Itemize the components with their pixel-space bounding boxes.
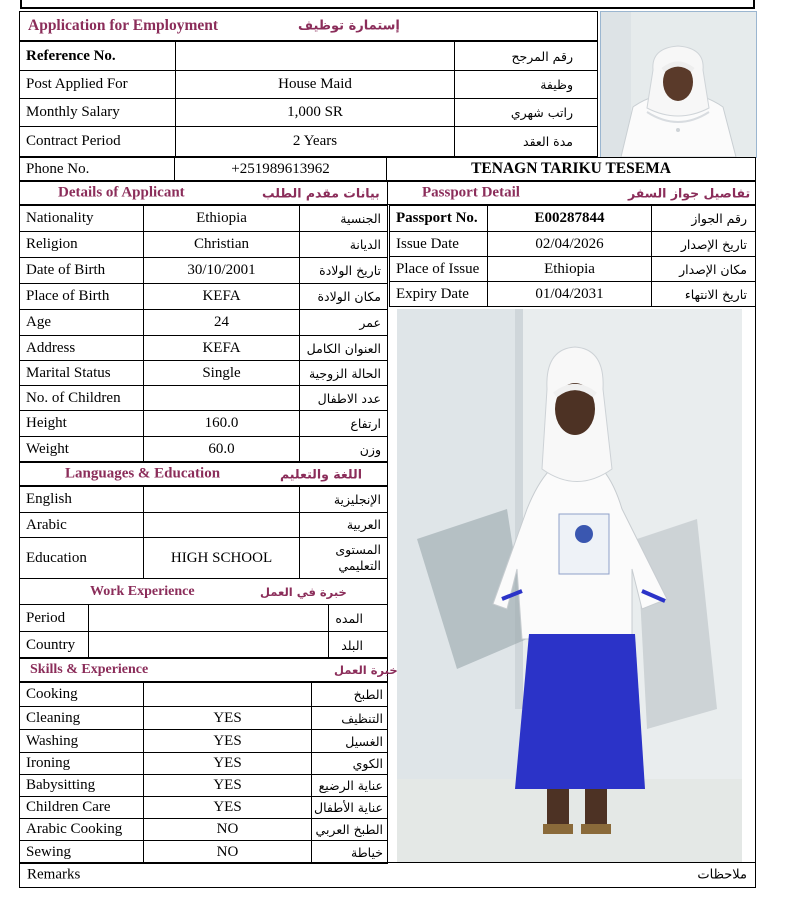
- applicant-section-header: [19, 181, 388, 205]
- top-row-label-en: Post Applied For: [19, 70, 176, 99]
- applicant-row-label-en: Date of Birth: [19, 257, 144, 284]
- applicant-row-label-en: Religion: [19, 231, 144, 258]
- work-row-label-ar: البلد: [328, 631, 388, 659]
- applicant-row-value: 30/10/2001: [143, 257, 300, 284]
- work-section-header: [19, 578, 388, 605]
- skills-row-value: YES: [143, 774, 312, 797]
- top-row-value: 1,000 SR: [175, 98, 455, 127]
- passport-row-label-en: Place of Issue: [389, 256, 488, 282]
- phone-value: +251989613962: [174, 157, 387, 181]
- skills-row-value: YES: [143, 752, 312, 775]
- passport-row-value: 02/04/2026: [487, 231, 652, 257]
- skills-row-label-ar: الطبخ: [311, 682, 388, 707]
- applicant-row-label-en: Weight: [19, 436, 144, 463]
- language-row-value: HIGH SCHOOL: [143, 537, 300, 579]
- skills-row-value: NO: [143, 818, 312, 841]
- skills-row-label-en: Ironing: [19, 752, 144, 775]
- language-row-label-en: Education: [19, 537, 144, 579]
- skills-row-value: [143, 682, 312, 707]
- skills-row-label-en: Arabic Cooking: [19, 818, 144, 841]
- skills-row-label-ar: التنظيف: [311, 706, 388, 730]
- top-row-value: [175, 41, 455, 71]
- passport-row-label-en: Expiry Date: [389, 281, 488, 307]
- skills-row-label-en: Sewing: [19, 840, 144, 864]
- applicant-section-title-en: Details of Applicant: [58, 184, 185, 201]
- language-row-label-en: English: [19, 486, 144, 513]
- skills-row-value: YES: [143, 706, 312, 730]
- skills-row-value: YES: [143, 796, 312, 819]
- top-row-label-ar: مدة العقد: [454, 126, 598, 157]
- applicant-row-label-ar: وزن: [299, 436, 388, 463]
- skills-section-title-ar: خبرة العمل: [334, 662, 398, 677]
- passport-row-value: E00287844: [487, 205, 652, 232]
- work-section-title-ar: خبرة في العمل: [260, 584, 347, 599]
- applicant-row-label-en: Age: [19, 309, 144, 336]
- applicant-row-value: Ethiopia: [143, 205, 300, 232]
- language-row-label-ar: الإنجليزية: [299, 486, 388, 513]
- skills-row-label-ar: الطبخ العربي: [311, 818, 388, 841]
- skills-section-title-en: Skills & Experience: [30, 661, 149, 677]
- skills-row-label-en: Children Care: [19, 796, 144, 819]
- form-title-ar: إستمارة توظيف: [298, 18, 400, 34]
- skills-row-value: NO: [143, 840, 312, 864]
- applicant-row-value: 60.0: [143, 436, 300, 463]
- applicant-headshot: [600, 11, 757, 158]
- passport-row-value: Ethiopia: [487, 256, 652, 282]
- applicant-row-label-ar: تاريخ الولادة: [299, 257, 388, 284]
- language-row-value: [143, 486, 300, 513]
- applicant-row-label-en: Nationality: [19, 205, 144, 232]
- work-row-value: [88, 631, 329, 659]
- languages-section-header: [19, 461, 388, 486]
- applicant-section-title-ar: بيانات مقدم الطلب: [262, 185, 380, 201]
- applicant-row-label-ar: مكان الولادة: [299, 283, 388, 310]
- form-header: [19, 11, 598, 41]
- applicant-row-label-en: Address: [19, 335, 144, 361]
- skills-row-label-ar: خياطة: [311, 840, 388, 864]
- top-row-label-ar: رقم المرجح: [454, 41, 598, 71]
- applicant-row-label-ar: ارتفاع: [299, 410, 388, 437]
- skills-row-label-en: Washing: [19, 729, 144, 753]
- skills-section-header: [19, 657, 398, 682]
- top-row-label-en: Monthly Salary: [19, 98, 176, 127]
- top-row-value: House Maid: [175, 70, 455, 99]
- language-row-value: [143, 512, 300, 538]
- phone-label: Phone No.: [19, 157, 175, 181]
- work-row-value: [88, 604, 329, 632]
- passport-row-label-ar: تاريخ الانتهاء: [651, 281, 756, 307]
- applicant-row-label-ar: عمر: [299, 309, 388, 336]
- work-section-title-en: Work Experience: [90, 583, 195, 599]
- applicant-row-value: Single: [143, 360, 300, 386]
- top-row-label-en: Contract Period: [19, 126, 176, 157]
- language-row-label-ar: العربية: [299, 512, 388, 538]
- applicant-name: TENAGN TARIKU TESEMA: [386, 157, 756, 181]
- skills-row-label-ar: الكوي: [311, 752, 388, 775]
- top-row-value: 2 Years: [175, 126, 455, 157]
- passport-row-label-en: Passport No.: [389, 205, 488, 232]
- applicant-row-label-en: Marital Status: [19, 360, 144, 386]
- skills-row-label-ar: عناية الرضيع: [311, 774, 388, 797]
- applicant-row-value: 160.0: [143, 410, 300, 437]
- applicant-row-label-ar: عدد الاطفال: [299, 385, 388, 411]
- passport-row-label-en: Issue Date: [389, 231, 488, 257]
- skills-row-label-ar: الغسيل: [311, 729, 388, 753]
- applicant-row-label-ar: الحالة الزوجية: [299, 360, 388, 386]
- applicant-row-label-ar: العنوان الكامل: [299, 335, 388, 361]
- passport-section-title-en: Passport Detail: [422, 184, 520, 201]
- top-row-label-en: Reference No.: [19, 41, 176, 71]
- skills-row-label-en: Babysitting: [19, 774, 144, 797]
- passport-row-label-ar: مكان الإصدار: [651, 256, 756, 282]
- applicant-full-photo: [397, 309, 742, 862]
- passport-row-label-ar: رقم الجواز: [651, 205, 756, 232]
- work-row-label-en: Period: [19, 604, 89, 632]
- skills-row-label-en: Cleaning: [19, 706, 144, 730]
- applicant-row-label-en: Height: [19, 410, 144, 437]
- work-row-label-en: Country: [19, 631, 89, 659]
- languages-section-title-en: Languages & Education: [65, 465, 221, 481]
- remarks-row: [19, 862, 756, 888]
- passport-row-label-ar: تاريخ الإصدار: [651, 231, 756, 257]
- top-row-label-ar: راتب شهري: [454, 98, 598, 127]
- skills-row-label-ar: عناية الأطفال: [311, 796, 388, 819]
- language-row-label-en: Arabic: [19, 512, 144, 538]
- top-frame: [20, 0, 755, 9]
- passport-row-value: 01/04/2031: [487, 281, 652, 307]
- applicant-row-value: KEFA: [143, 335, 300, 361]
- form-title-en: Application for Employment: [28, 17, 219, 34]
- passport-section-title-ar: تفاصيل جواز السفر: [628, 185, 751, 201]
- applicant-row-value: 24: [143, 309, 300, 336]
- applicant-row-value: KEFA: [143, 283, 300, 310]
- top-row-label-ar: وظيفة: [454, 70, 598, 99]
- applicant-row-value: Christian: [143, 231, 300, 258]
- remarks-label-ar: ملاحظات: [697, 867, 747, 883]
- applicant-row-value: [143, 385, 300, 411]
- applicant-row-label-ar: الجنسية: [299, 205, 388, 232]
- skills-row-value: YES: [143, 729, 312, 753]
- passport-section-header: [387, 181, 756, 205]
- remarks-label-en: Remarks: [27, 866, 81, 883]
- applicant-row-label-en: Place of Birth: [19, 283, 144, 310]
- work-row-label-ar: المده: [328, 604, 388, 632]
- applicant-row-label-en: No. of Children: [19, 385, 144, 411]
- applicant-row-label-ar: الديانة: [299, 231, 388, 258]
- language-row-label-ar: المستوى التعليمي: [299, 537, 388, 579]
- languages-section-title-ar: اللغة والتعليم: [280, 466, 362, 481]
- skills-row-label-en: Cooking: [19, 682, 144, 707]
